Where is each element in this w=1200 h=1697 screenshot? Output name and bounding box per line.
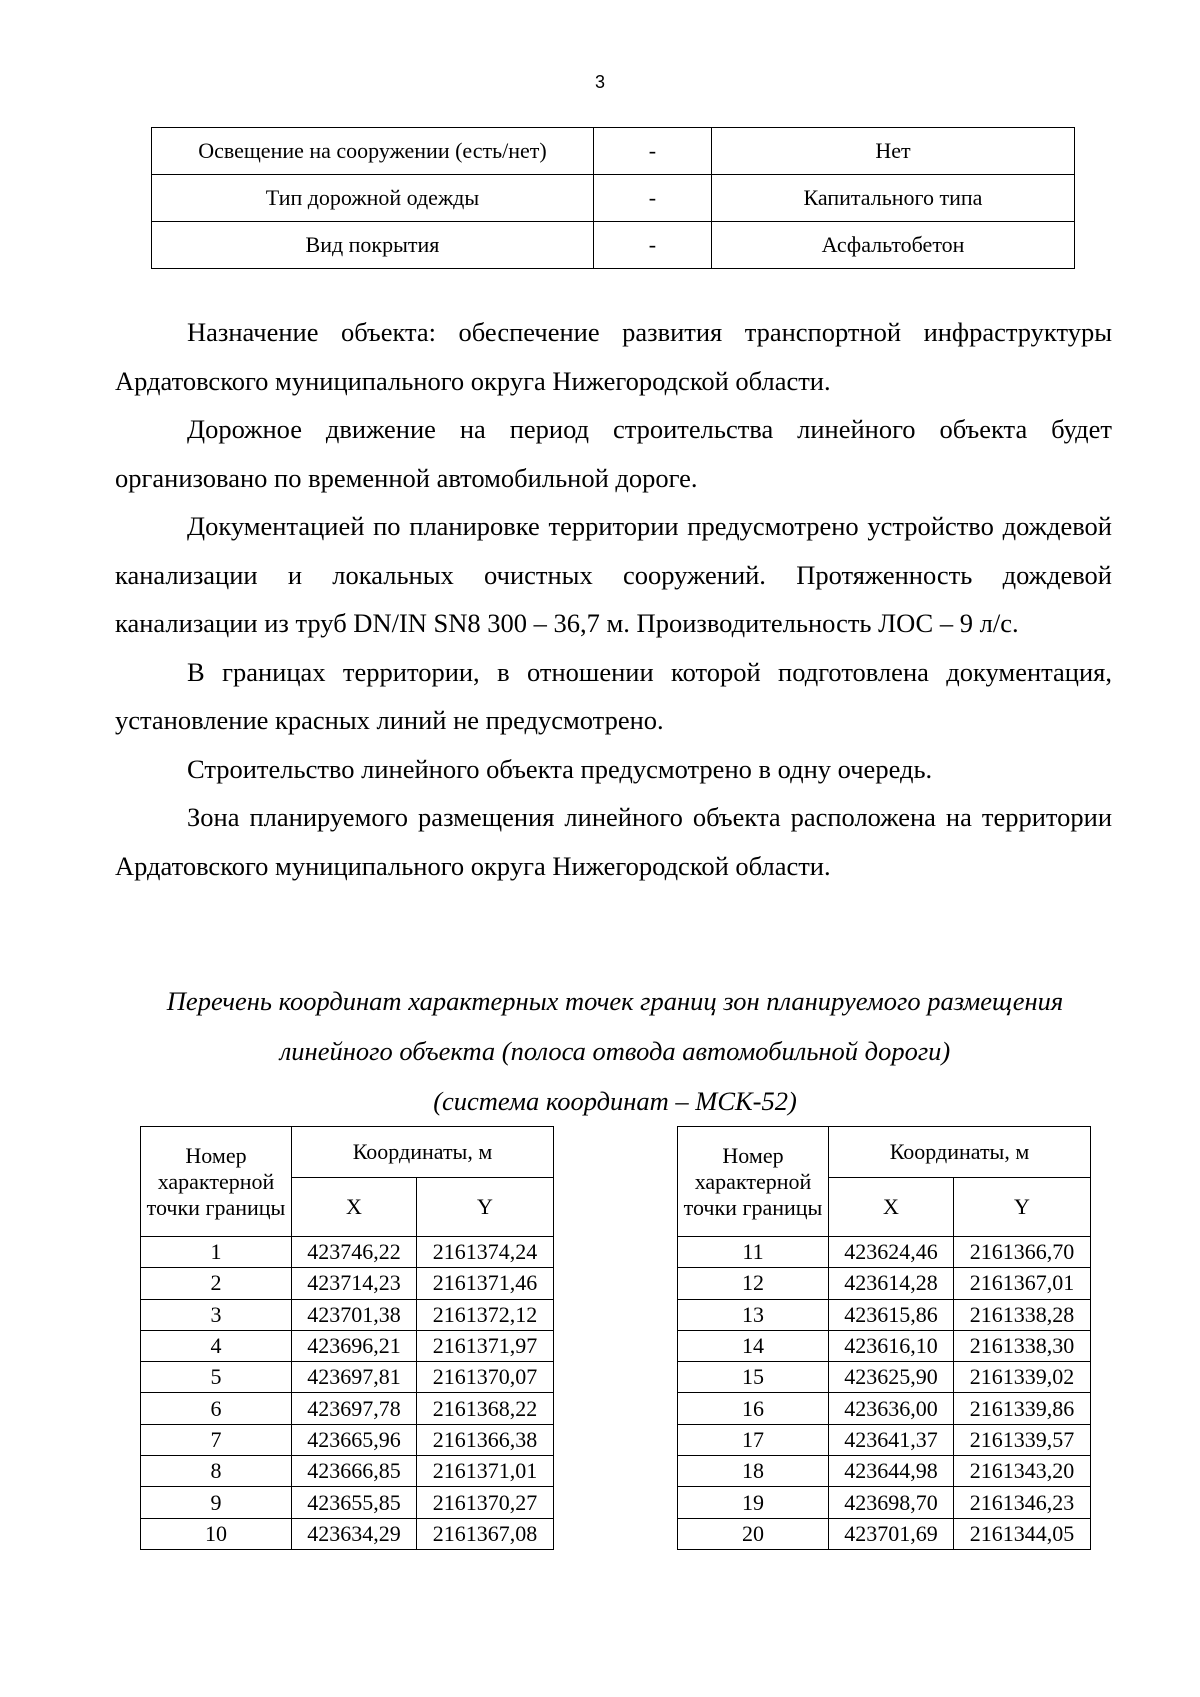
coord-y: 2161367,01: [954, 1268, 1091, 1299]
point-number: 14: [678, 1330, 829, 1361]
coord-y: 2161371,46: [417, 1268, 554, 1299]
coord-y: 2161367,08: [417, 1518, 554, 1549]
point-number: 19: [678, 1487, 829, 1518]
coord-x: 423641,37: [829, 1424, 954, 1455]
properties-table: [151, 127, 1075, 269]
coord-y: 2161374,24: [417, 1237, 554, 1268]
coord-x: 423698,70: [829, 1487, 954, 1518]
caption-line: Перечень координат характерных точек границ зон планируемого размещения: [166, 986, 1064, 1016]
coord-y: 2161372,12: [417, 1299, 554, 1330]
coord-y: 2161339,02: [954, 1362, 1091, 1393]
page-number: 3: [594, 72, 605, 92]
table-row: [152, 128, 1075, 175]
coord-x: 423615,86: [829, 1299, 954, 1330]
coord-x: 423696,21: [292, 1330, 417, 1361]
coord-y: 2161366,38: [417, 1424, 554, 1455]
table-row: [678, 1487, 1091, 1518]
coord-x: 423697,78: [292, 1393, 417, 1424]
point-number: 7: [141, 1424, 292, 1455]
table-row: [141, 1456, 554, 1487]
coordinates-table-left: [140, 1126, 554, 1550]
table-row: [141, 1268, 554, 1299]
caption-line: (система координат – МСК-52): [433, 1086, 797, 1116]
table-row: [678, 1393, 1091, 1424]
coord-y: 2161370,27: [417, 1487, 554, 1518]
table-row: [141, 1518, 554, 1549]
coord-y: 2161339,57: [954, 1424, 1091, 1455]
property-value: Капитального типа: [711, 175, 1074, 222]
header-coordinates: Координаты, м: [829, 1127, 1091, 1178]
table-row: [141, 1424, 554, 1455]
coord-y: 2161338,30: [954, 1330, 1091, 1361]
table-row: [141, 1362, 554, 1393]
coord-x: 423746,22: [292, 1237, 417, 1268]
coord-x: 423624,46: [829, 1237, 954, 1268]
table-row: [152, 222, 1075, 269]
table-caption: [100, 976, 1130, 1126]
point-number: 3: [141, 1299, 292, 1330]
property-unit: -: [593, 222, 711, 269]
point-number: 6: [141, 1393, 292, 1424]
point-number: 9: [141, 1487, 292, 1518]
coord-y: 2161371,97: [417, 1330, 554, 1361]
paragraph: Назначение объекта: обеспечение развития транспортной инфраструктуры Ардатовского муниципального округа Нижегородской области.: [115, 317, 1112, 396]
point-number: 17: [678, 1424, 829, 1455]
coord-x: 423636,00: [829, 1393, 954, 1424]
coord-y: 2161371,01: [417, 1456, 554, 1487]
paragraph: В границах территории, в отношении которой подготовлена документация, установление красных линий не предусмотрено.: [115, 656, 1112, 735]
point-number: 12: [678, 1268, 829, 1299]
coord-x: 423697,81: [292, 1362, 417, 1393]
table-row: [141, 1299, 554, 1330]
header-coordinates: Координаты, м: [292, 1127, 554, 1178]
point-number: 11: [678, 1237, 829, 1268]
property-name: Освещение на сооружении (есть/нет): [152, 128, 594, 175]
table-row: [678, 1424, 1091, 1455]
point-number: 4: [141, 1330, 292, 1361]
point-number: 2: [141, 1268, 292, 1299]
point-number: 15: [678, 1362, 829, 1393]
coord-y: 2161344,05: [954, 1518, 1091, 1549]
coord-y: 2161338,28: [954, 1299, 1091, 1330]
coord-y: 2161366,70: [954, 1237, 1091, 1268]
table-row: [678, 1268, 1091, 1299]
caption-line: линейного объекта (полоса отвода автомобильной дороги): [279, 1036, 951, 1066]
point-number: 20: [678, 1518, 829, 1549]
coordinates-table-right: [677, 1126, 1091, 1550]
paragraph: Дорожное движение на период строительства линейного объекта будет организовано по временной автомобильной дороге.: [115, 414, 1112, 493]
point-number: 5: [141, 1362, 292, 1393]
point-number: 10: [141, 1518, 292, 1549]
table-row: [678, 1456, 1091, 1487]
property-unit: -: [593, 175, 711, 222]
table-row: [141, 1487, 554, 1518]
coord-x: 423714,23: [292, 1268, 417, 1299]
table-row: [678, 1330, 1091, 1361]
table-row: [152, 175, 1075, 222]
body-text: [115, 308, 1112, 890]
property-name: Вид покрытия: [152, 222, 594, 269]
coord-x: 423665,96: [292, 1424, 417, 1455]
property-unit: -: [593, 128, 711, 175]
coord-y: 2161346,23: [954, 1487, 1091, 1518]
table-row: [678, 1362, 1091, 1393]
coord-x: 423614,28: [829, 1268, 954, 1299]
paragraph: Зона планируемого размещения линейного объекта расположена на территории Ардатовского муниципального округа Нижегородской области.: [115, 802, 1112, 881]
coord-x: 423644,98: [829, 1456, 954, 1487]
coord-y: 2161343,20: [954, 1456, 1091, 1487]
property-value: Асфальтобетон: [711, 222, 1074, 269]
header-y: Y: [954, 1178, 1091, 1237]
coord-x: 423634,29: [292, 1518, 417, 1549]
table-row: [678, 1237, 1091, 1268]
header-x: X: [829, 1178, 954, 1237]
coord-x: 423701,38: [292, 1299, 417, 1330]
table-row: [678, 1299, 1091, 1330]
coord-y: 2161368,22: [417, 1393, 554, 1424]
header-point-number: Номер характерной точки границы: [141, 1127, 292, 1237]
coord-y: 2161370,07: [417, 1362, 554, 1393]
coord-x: 423701,69: [829, 1518, 954, 1549]
property-name: Тип дорожной одежды: [152, 175, 594, 222]
coord-y: 2161339,86: [954, 1393, 1091, 1424]
coord-x: 423616,10: [829, 1330, 954, 1361]
property-value: Нет: [711, 128, 1074, 175]
point-number: 8: [141, 1456, 292, 1487]
point-number: 13: [678, 1299, 829, 1330]
paragraph: Строительство линейного объекта предусмотрено в одну очередь.: [187, 753, 933, 784]
table-row: [141, 1237, 554, 1268]
table-row: [678, 1518, 1091, 1549]
coord-x: 423655,85: [292, 1487, 417, 1518]
coord-x: 423625,90: [829, 1362, 954, 1393]
header-x: X: [292, 1178, 417, 1237]
coord-x: 423666,85: [292, 1456, 417, 1487]
point-number: 1: [141, 1237, 292, 1268]
table-row: [141, 1330, 554, 1361]
header-point-number: Номер характерной точки границы: [678, 1127, 829, 1237]
paragraph: Документацией по планировке территории предусмотрено устройство дождевой канализации и локальных очистных сооружений. Протяженность дождевой канализации из труб DN/IN SN8 300 – 36,7 м. Производительность ЛОС – 9 л/с.: [115, 511, 1112, 638]
table-row: [141, 1393, 554, 1424]
header-y: Y: [417, 1178, 554, 1237]
point-number: 18: [678, 1456, 829, 1487]
point-number: 16: [678, 1393, 829, 1424]
